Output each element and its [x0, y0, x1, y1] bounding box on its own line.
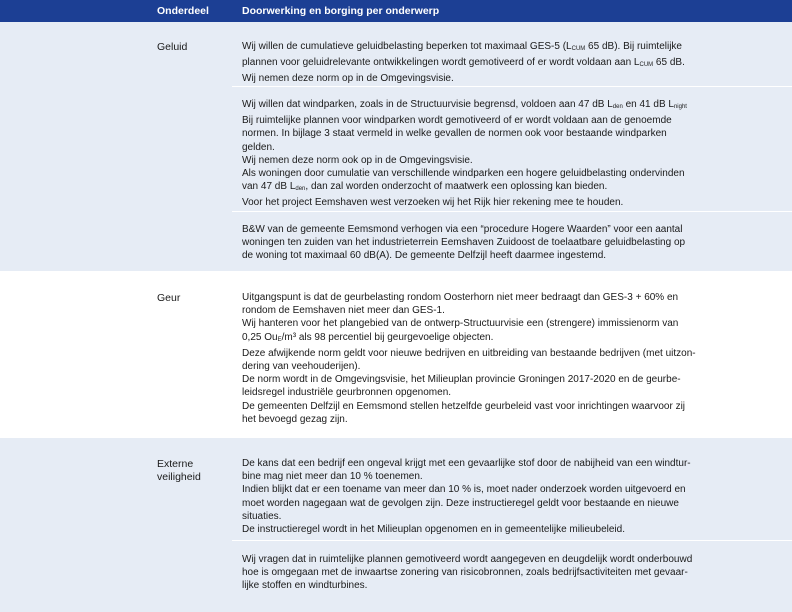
- geluid-paragraph-3: B&W van de gemeente Eemsmond verhogen via een “procedure Hogere Waarden” voor een aantal woningen ten zuiden van het industrieterrein Eemshaven Zuidoost de toelaatbare geluidbelasting op de woning tot maximaal 60 dB(A). De gemeente Delfzijl heeft daarmee ingestemd.: [242, 224, 686, 262]
- row-geur: [0, 271, 792, 438]
- row-geluid: [0, 22, 792, 271]
- row-externe-veiligheid: [0, 438, 792, 612]
- label-geur: Geur: [157, 292, 181, 304]
- separator: [232, 211, 792, 212]
- geluid-paragraph-2: Wij willen dat windparken, zoals in de Structuurvisie begrensd, voldoen aan 47 dB $L_{den}$ en 41 dB $L_{night}$ Bij ruimtelijke plannen voor windparken wordt gemotiveerd of er wordt voldaan aan de genoemde normen. In bijlage 3 staat vermeld in welke gevallen de normen ook voor bestaande windparken gelden. Wij nemen deze norm ook op in de Omgevingsvisie. Als woningen door cumulatie van verschillende windparken een hogere geluidbelasting ondervinden van 47 dB $L_{den}$, dan zal worden onderzocht of maatwerk een oplossing kan bieden. Voor het project Eemshaven west verzoeken wij het Rijk hier rekening mee te houden.: [242, 99, 687, 209]
- separator: [232, 540, 792, 541]
- geluid-paragraph-1: Wij willen de cumulatieve geluidbelasting beperken tot maximaal GES-5 ($L_{CUM}$ 65 dB). Bij ruimtelijke plannen voor geluidrelevante ontwikkelingen wordt gemotiveerd of er wordt voldaan aan $L_{CUM}$ 65 dB. Wij nemen deze norm op in de Omgevingsvisie.: [242, 41, 685, 85]
- geur-paragraph: Uitgangspunt is dat de geurbelasting rondom Oosterhorn niet meer bedraagt dan GES-3 + 60% en rondom de Eemshaven niet meer dan GES-1. Wij hanteren voor het plangebied van de ontwerp-Structuurvisie een (strengere) immissienorm van 0,25 $Ou_E/m^3$ als 98 percentiel bij geurgevoelige objecten. Deze afwijkende norm geldt voor nieuwe bedrijven en uitbreiding van bestaande bedrijven (met uitzon- dering van veehouderijen). De norm wordt in de Omgevingsvisie, het Milieuplan provincie Groningen 2017-2020 en de geurbe- leidsregel industriële geurbronnen opgenomen. De gemeenten Delfzijl en Eemsmond stellen hetzelfde geurbeleid vast voor inrichtingen waarvoor zij het bevoegd gezag zijn.: [242, 292, 696, 425]
- table-header: [0, 0, 792, 22]
- externe-paragraph-1: De kans dat een bedrijf een ongeval krijgt met een gevaarlijke stof door de nabijheid van een windtur- bine mag niet meer dan 10 % toenemen. Indien blijkt dat er een toename van meer dan 10 % is, moet nader onderzoek worden uitgevoerd en moet worden nagegaan wat de gevolgen zijn. Deze instructieregel geldt voor bestaande en nieuwe situaties. De instructieregel wordt in het Milieuplan opgenomen en in gemeentelijke milieubeleid.: [242, 458, 691, 536]
- header-doorwerking: Doorwerking en borging per onderwerp: [242, 5, 440, 17]
- separator: [232, 86, 792, 87]
- externe-paragraph-2: Wij vragen dat in ruimtelijke plannen gemotiveerd wordt aangegeven en deugdelijk wordt onderbouwd hoe is omgegaan met de inwaartse zonering van risicobronnen, zoals bedrijfsactiviteiten met gevaar- lijke stoffen en windturbines.: [242, 554, 693, 592]
- header-onderdeel: Onderdeel: [157, 5, 209, 17]
- label-geluid: Geluid: [157, 41, 188, 53]
- label-externe-veiligheid: Externe veiligheid: [157, 458, 201, 483]
